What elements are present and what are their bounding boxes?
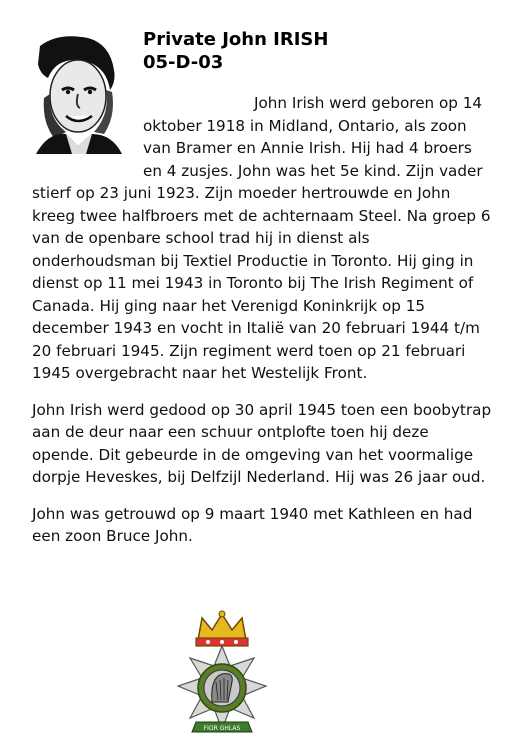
regiment-badge <box>166 610 278 746</box>
paragraph-family: John was getrouwd op 9 maart 1940 met Kathleen en had een zoon Bruce John. <box>32 504 473 545</box>
paragraph-death: John Irish werd gedood op 30 april 1945 toen een boobytrap aan de deur naar een schuur ontplofte toen hij deze opende. Dit gebeurde in de omgeving van het voormalige dorpje Heveskes, bij Delfzijl Nederland. Hij was 26 jaar oud. <box>32 400 492 486</box>
page-title <box>143 28 328 74</box>
soldier-name: Private John IRISH <box>143 29 329 50</box>
badge-motto: FIOR GHLAS <box>203 725 241 732</box>
biography <box>32 92 492 562</box>
crown-icon <box>196 611 248 646</box>
paragraph-biography: John Irish werd geboren op 14 oktober 1918 in Midland, Ontario, als zoon van Bramer en Annie Irish. Hij had 4 broers en 4 zusjes. John was het 5e kind. Zijn vader stierf op 23 juni 1923. Zijn moeder hertrouwde en John kreeg twee halfbroers met de achternaam Steel. Na groep 6 van de openbare school trad hij in dienst als onderhoudsman bij Textiel Productie in Toronto. Hij ging in dienst op 11 mei 1943 in Toronto bij The Irish Regiment of Canada. Hij ging naar het Verenigd Koninkrijk op 15 december 1943 en vocht in Italië van 20 februari 1944 t/m 20 februari 1945. Zijn regiment werd toen op 21 februari 1945 overgebracht naar het Westelijk Front. <box>32 94 491 382</box>
grave-number: 05-D-03 <box>143 52 224 73</box>
